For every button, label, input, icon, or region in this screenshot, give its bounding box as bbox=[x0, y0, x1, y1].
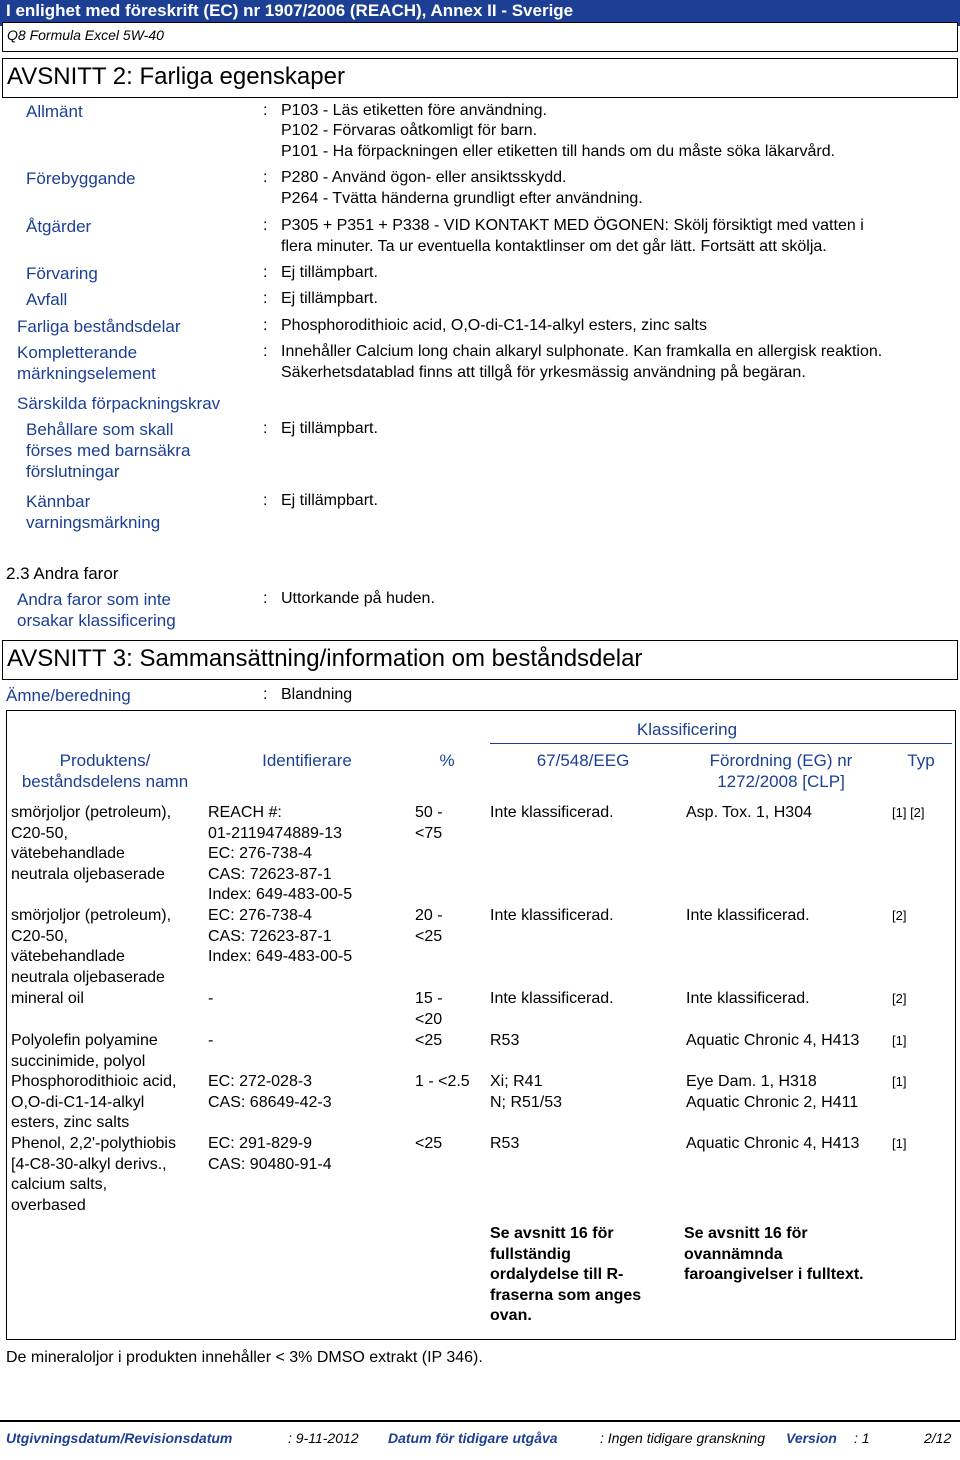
label-storage: Förvaring bbox=[26, 264, 98, 283]
note-line: ovannämnda bbox=[684, 1245, 783, 1263]
cell-clp bbox=[686, 1134, 886, 1155]
label-substance-mixture: Ämne/beredning bbox=[6, 686, 131, 705]
cell-pct bbox=[415, 803, 487, 844]
cell-name bbox=[11, 1134, 207, 1216]
label-child-resistant: Behållare som skall bbox=[26, 420, 174, 439]
tactile-warning-value: Ej tillämpbart. bbox=[281, 492, 378, 509]
cell-id bbox=[208, 1072, 413, 1113]
general-line: P102 - Förvaras oåtkomligt för barn. bbox=[281, 122, 538, 139]
supplemental-line: Säkerhetsdatablad finns att tillgå för yrkesmässig användning på begäran. bbox=[281, 364, 806, 381]
other-hazards-heading: 2.3 Andra faror bbox=[6, 564, 119, 583]
cell-line: - bbox=[208, 1032, 214, 1049]
colon: : bbox=[263, 217, 268, 234]
colon: : bbox=[263, 492, 268, 509]
colon: : bbox=[263, 686, 268, 703]
footer-rule bbox=[0, 1420, 960, 1422]
cell-eec bbox=[490, 803, 682, 824]
col-header-name: Produktens/ bbox=[59, 751, 151, 770]
cell-line: CAS: 68649-42-3 bbox=[208, 1093, 332, 1111]
col-header-identifier: Identifierare bbox=[262, 751, 352, 770]
cell-type: [1] bbox=[892, 1074, 907, 1089]
label-disposal: Avfall bbox=[26, 290, 68, 309]
cell-type: [2] bbox=[892, 991, 907, 1006]
cell-line: REACH #: bbox=[208, 804, 282, 821]
col-header-percent: % bbox=[439, 751, 455, 770]
regulation-title: I enlighet med föreskrift (EC) nr 1907/2006 (REACH), Annex II - Sverige bbox=[6, 1, 574, 20]
cell-line: Phenol, 2,2'-polythiobis bbox=[11, 1135, 176, 1152]
note-line: Se avsnitt 16 för bbox=[490, 1225, 614, 1242]
prevention-line: P280 - Använd ögon- eller ansiktsskydd. bbox=[281, 169, 567, 186]
cell-line: Inte klassificerad. bbox=[686, 990, 810, 1007]
cell-id bbox=[208, 1031, 413, 1052]
cell-line: smörjoljor (petroleum), bbox=[11, 907, 172, 924]
note-line: fraserna som anges bbox=[490, 1286, 642, 1304]
cell-id bbox=[208, 989, 413, 1010]
section-2-title: AVSNITT 2: Farliga egenskaper bbox=[7, 63, 345, 90]
cell-line: Asp. Tox. 1, H304 bbox=[686, 804, 812, 821]
cell-line: esters, zinc salts bbox=[11, 1114, 130, 1132]
colon: : bbox=[263, 102, 268, 119]
cell-line: Inte klassificerad. bbox=[490, 907, 614, 924]
colon: : bbox=[263, 343, 268, 360]
cell-line: CAS: 72623-87-1 bbox=[208, 865, 332, 883]
col-header-clp: Förordning (EG) nr bbox=[709, 751, 853, 770]
note-line: ordalydelse till R- bbox=[490, 1266, 624, 1284]
cell-pct bbox=[415, 906, 487, 947]
cell-line: Inte klassificerad. bbox=[686, 907, 810, 924]
label-response: Åtgärder bbox=[26, 217, 92, 236]
cell-line: CAS: 72623-87-1 bbox=[208, 927, 332, 945]
response-line: flera minuter. Ta ur eventuella kontaktlinser om det går lätt. Fortsätt att skölja. bbox=[281, 238, 827, 255]
cell-line: 1 - <2.5 bbox=[415, 1073, 470, 1090]
cell-line: vätebehandlade bbox=[11, 845, 125, 863]
cell-name bbox=[11, 803, 207, 885]
cell-line: vätebehandlade bbox=[11, 948, 125, 966]
cell-clp bbox=[686, 1031, 886, 1052]
cell-line: EC: 272-028-3 bbox=[208, 1073, 313, 1090]
label-tactile-warning: varningsmärkning bbox=[26, 513, 161, 532]
cell-clp bbox=[686, 906, 886, 927]
cell-line: Inte klassificerad. bbox=[490, 804, 614, 821]
colon: : bbox=[263, 290, 268, 307]
classification-header: Klassificering bbox=[636, 720, 738, 739]
footer-previous-label: Datum för tidigare utgåva bbox=[388, 1430, 558, 1446]
cell-line: Index: 649-483-00-5 bbox=[208, 948, 353, 966]
section-3-header bbox=[2, 640, 958, 680]
cell-line: 15 - bbox=[415, 990, 443, 1007]
colon: : bbox=[263, 264, 268, 281]
label-other-hazards: Andra faror som inte bbox=[17, 590, 172, 609]
footer-previous-value: : Ingen tidigare granskning bbox=[600, 1430, 765, 1446]
col-header-eec: 67/548/EEG bbox=[536, 751, 630, 770]
cell-line: <20 bbox=[415, 1010, 443, 1028]
cell-eec bbox=[490, 1072, 682, 1113]
cell-eec bbox=[490, 1031, 682, 1052]
label-prevention: Förebyggande bbox=[26, 169, 136, 188]
label-other-hazards: orsakar klassificering bbox=[17, 611, 176, 630]
cell-line: Aquatic Chronic 4, H413 bbox=[686, 1135, 860, 1152]
footer-issue-label: Utgivningsdatum/Revisionsdatum bbox=[6, 1430, 233, 1446]
cell-line: 20 - bbox=[415, 907, 443, 924]
cell-clp bbox=[686, 989, 886, 1010]
col-header-clp: 1272/2008 [CLP] bbox=[717, 772, 845, 791]
product-name: Q8 Formula Excel 5W-40 bbox=[7, 27, 164, 43]
cell-line: calcium salts, bbox=[11, 1176, 108, 1194]
cell-line: - bbox=[208, 990, 214, 1007]
col-header-type: Typ bbox=[907, 751, 935, 770]
general-line: P103 - Läs etiketten före användning. bbox=[281, 102, 547, 119]
composition-table bbox=[6, 710, 956, 1340]
cell-line: EC: 276-738-4 bbox=[208, 845, 313, 863]
storage-value: Ej tillämpbart. bbox=[281, 264, 378, 281]
colon: : bbox=[263, 420, 268, 437]
cell-clp bbox=[686, 1072, 886, 1113]
cell-eec bbox=[490, 906, 682, 927]
label-supplemental: märkningselement bbox=[17, 364, 156, 383]
cell-line: Index: 649-483-00-5 bbox=[208, 886, 353, 904]
note-eec bbox=[490, 1224, 680, 1327]
cell-line: Polyolefin polyamine bbox=[11, 1032, 158, 1049]
cell-line: EC: 276-738-4 bbox=[208, 907, 313, 924]
cell-line: Xi; R41 bbox=[490, 1073, 543, 1090]
cell-line: overbased bbox=[11, 1196, 86, 1214]
cell-name bbox=[11, 1031, 207, 1072]
cell-line: CAS: 90480-91-4 bbox=[208, 1155, 332, 1173]
note-line: ovan. bbox=[490, 1307, 532, 1325]
cell-type: [1] [2] bbox=[892, 805, 925, 820]
label-hazardous-components: Farliga beståndsdelar bbox=[17, 317, 181, 336]
cell-pct bbox=[415, 1031, 487, 1052]
cell-line: Phosphorodithioic acid, bbox=[11, 1073, 177, 1090]
prevention-line: P264 - Tvätta händerna grundligt efter användning. bbox=[281, 190, 643, 207]
supplemental-line: Innehåller Calcium long chain alkaryl sulphonate. Kan framkalla en allergisk reaktion. bbox=[281, 343, 883, 360]
note-line: Se avsnitt 16 för bbox=[684, 1225, 808, 1242]
cell-line: Aquatic Chronic 2, H411 bbox=[686, 1093, 859, 1111]
cell-line: C20-50, bbox=[11, 927, 68, 945]
note-clp bbox=[684, 1224, 894, 1286]
cell-name bbox=[11, 989, 207, 1010]
cell-type: [1] bbox=[892, 1033, 907, 1048]
cell-line: 01-2119474889-13 bbox=[208, 824, 343, 842]
section-2-header bbox=[2, 58, 958, 98]
cell-id bbox=[208, 803, 413, 906]
general-line: P101 - Ha förpackningen eller etiketten till hands om du måste söka läkarvård. bbox=[281, 143, 836, 160]
cell-line: mineral oil bbox=[11, 990, 84, 1007]
cell-pct bbox=[415, 1072, 487, 1093]
label-child-resistant: förses med barnsäkra bbox=[26, 441, 191, 460]
cell-type: [2] bbox=[892, 908, 907, 923]
cell-line: R53 bbox=[490, 1032, 520, 1049]
cell-id bbox=[208, 906, 413, 968]
cell-line: neutrala oljebaserade bbox=[11, 865, 165, 883]
footer-page-number: 2/12 bbox=[924, 1430, 952, 1446]
cell-line: succinimide, polyol bbox=[11, 1052, 146, 1070]
cell-line: <25 bbox=[415, 927, 443, 945]
label-child-resistant: förslutningar bbox=[26, 462, 120, 481]
mineral-oil-note: De mineraloljor i produkten innehåller < 3% DMSO extrakt (IP 346). bbox=[6, 1349, 483, 1366]
hazardous-components-value: Phosphorodithioic acid, O,O-di-C1-14-alkyl esters, zinc salts bbox=[281, 317, 707, 334]
cell-id bbox=[208, 1134, 413, 1175]
cell-line: Inte klassificerad. bbox=[490, 990, 614, 1007]
cell-line: EC: 291-829-9 bbox=[208, 1135, 313, 1152]
cell-line: R53 bbox=[490, 1135, 520, 1152]
cell-line: <25 bbox=[415, 1032, 443, 1049]
cell-line: <25 bbox=[415, 1135, 443, 1152]
product-name-box bbox=[2, 22, 958, 52]
col-header-name: beståndsdelens namn bbox=[21, 772, 189, 791]
note-line: faroangivelser i fulltext. bbox=[684, 1266, 864, 1284]
note-line: fullständig bbox=[490, 1245, 571, 1263]
cell-line: C20-50, bbox=[11, 824, 68, 842]
label-tactile-warning: Kännbar bbox=[26, 492, 91, 511]
cell-line: [4-C8-30-alkyl derivs., bbox=[11, 1155, 167, 1173]
cell-type: [1] bbox=[892, 1136, 907, 1151]
other-hazards-value: Uttorkande på huden. bbox=[281, 590, 435, 607]
classification-underline bbox=[490, 743, 952, 744]
footer-issue-value: : 9-11-2012 bbox=[288, 1430, 359, 1446]
cell-pct bbox=[415, 989, 487, 1030]
cell-line: O,O-di-C1-14-alkyl bbox=[11, 1093, 145, 1111]
colon: : bbox=[263, 317, 268, 334]
cell-eec bbox=[490, 1134, 682, 1155]
cell-name bbox=[11, 1072, 207, 1134]
cell-line: 50 - bbox=[415, 804, 443, 821]
cell-line: <75 bbox=[415, 824, 443, 842]
footer-version-value: : 1 bbox=[854, 1430, 870, 1446]
colon: : bbox=[263, 169, 268, 186]
label-special-packaging: Särskilda förpackningskrav bbox=[17, 394, 221, 413]
child-resistant-value: Ej tillämpbart. bbox=[281, 420, 378, 437]
cell-clp bbox=[686, 803, 886, 824]
cell-pct bbox=[415, 1134, 487, 1155]
disposal-value: Ej tillämpbart. bbox=[281, 290, 378, 307]
cell-line: smörjoljor (petroleum), bbox=[11, 804, 172, 821]
cell-line: Aquatic Chronic 4, H413 bbox=[686, 1032, 860, 1049]
cell-line: neutrala oljebaserade bbox=[11, 968, 165, 986]
substance-mixture-value: Blandning bbox=[281, 686, 353, 703]
cell-line: Eye Dam. 1, H318 bbox=[686, 1073, 817, 1090]
label-general: Allmänt bbox=[26, 102, 83, 121]
colon: : bbox=[263, 590, 268, 607]
footer-version-label: Version bbox=[786, 1430, 837, 1446]
cell-name bbox=[11, 906, 207, 988]
section-3-title: AVSNITT 3: Sammansättning/information om beståndsdelar bbox=[7, 645, 643, 672]
cell-line: N; R51/53 bbox=[490, 1093, 563, 1111]
label-supplemental: Kompletterande bbox=[17, 343, 138, 362]
cell-eec bbox=[490, 989, 682, 1010]
response-line: P305 + P351 + P338 - VID KONTAKT MED ÖGONEN: Skölj försiktigt med vatten i bbox=[281, 217, 864, 234]
